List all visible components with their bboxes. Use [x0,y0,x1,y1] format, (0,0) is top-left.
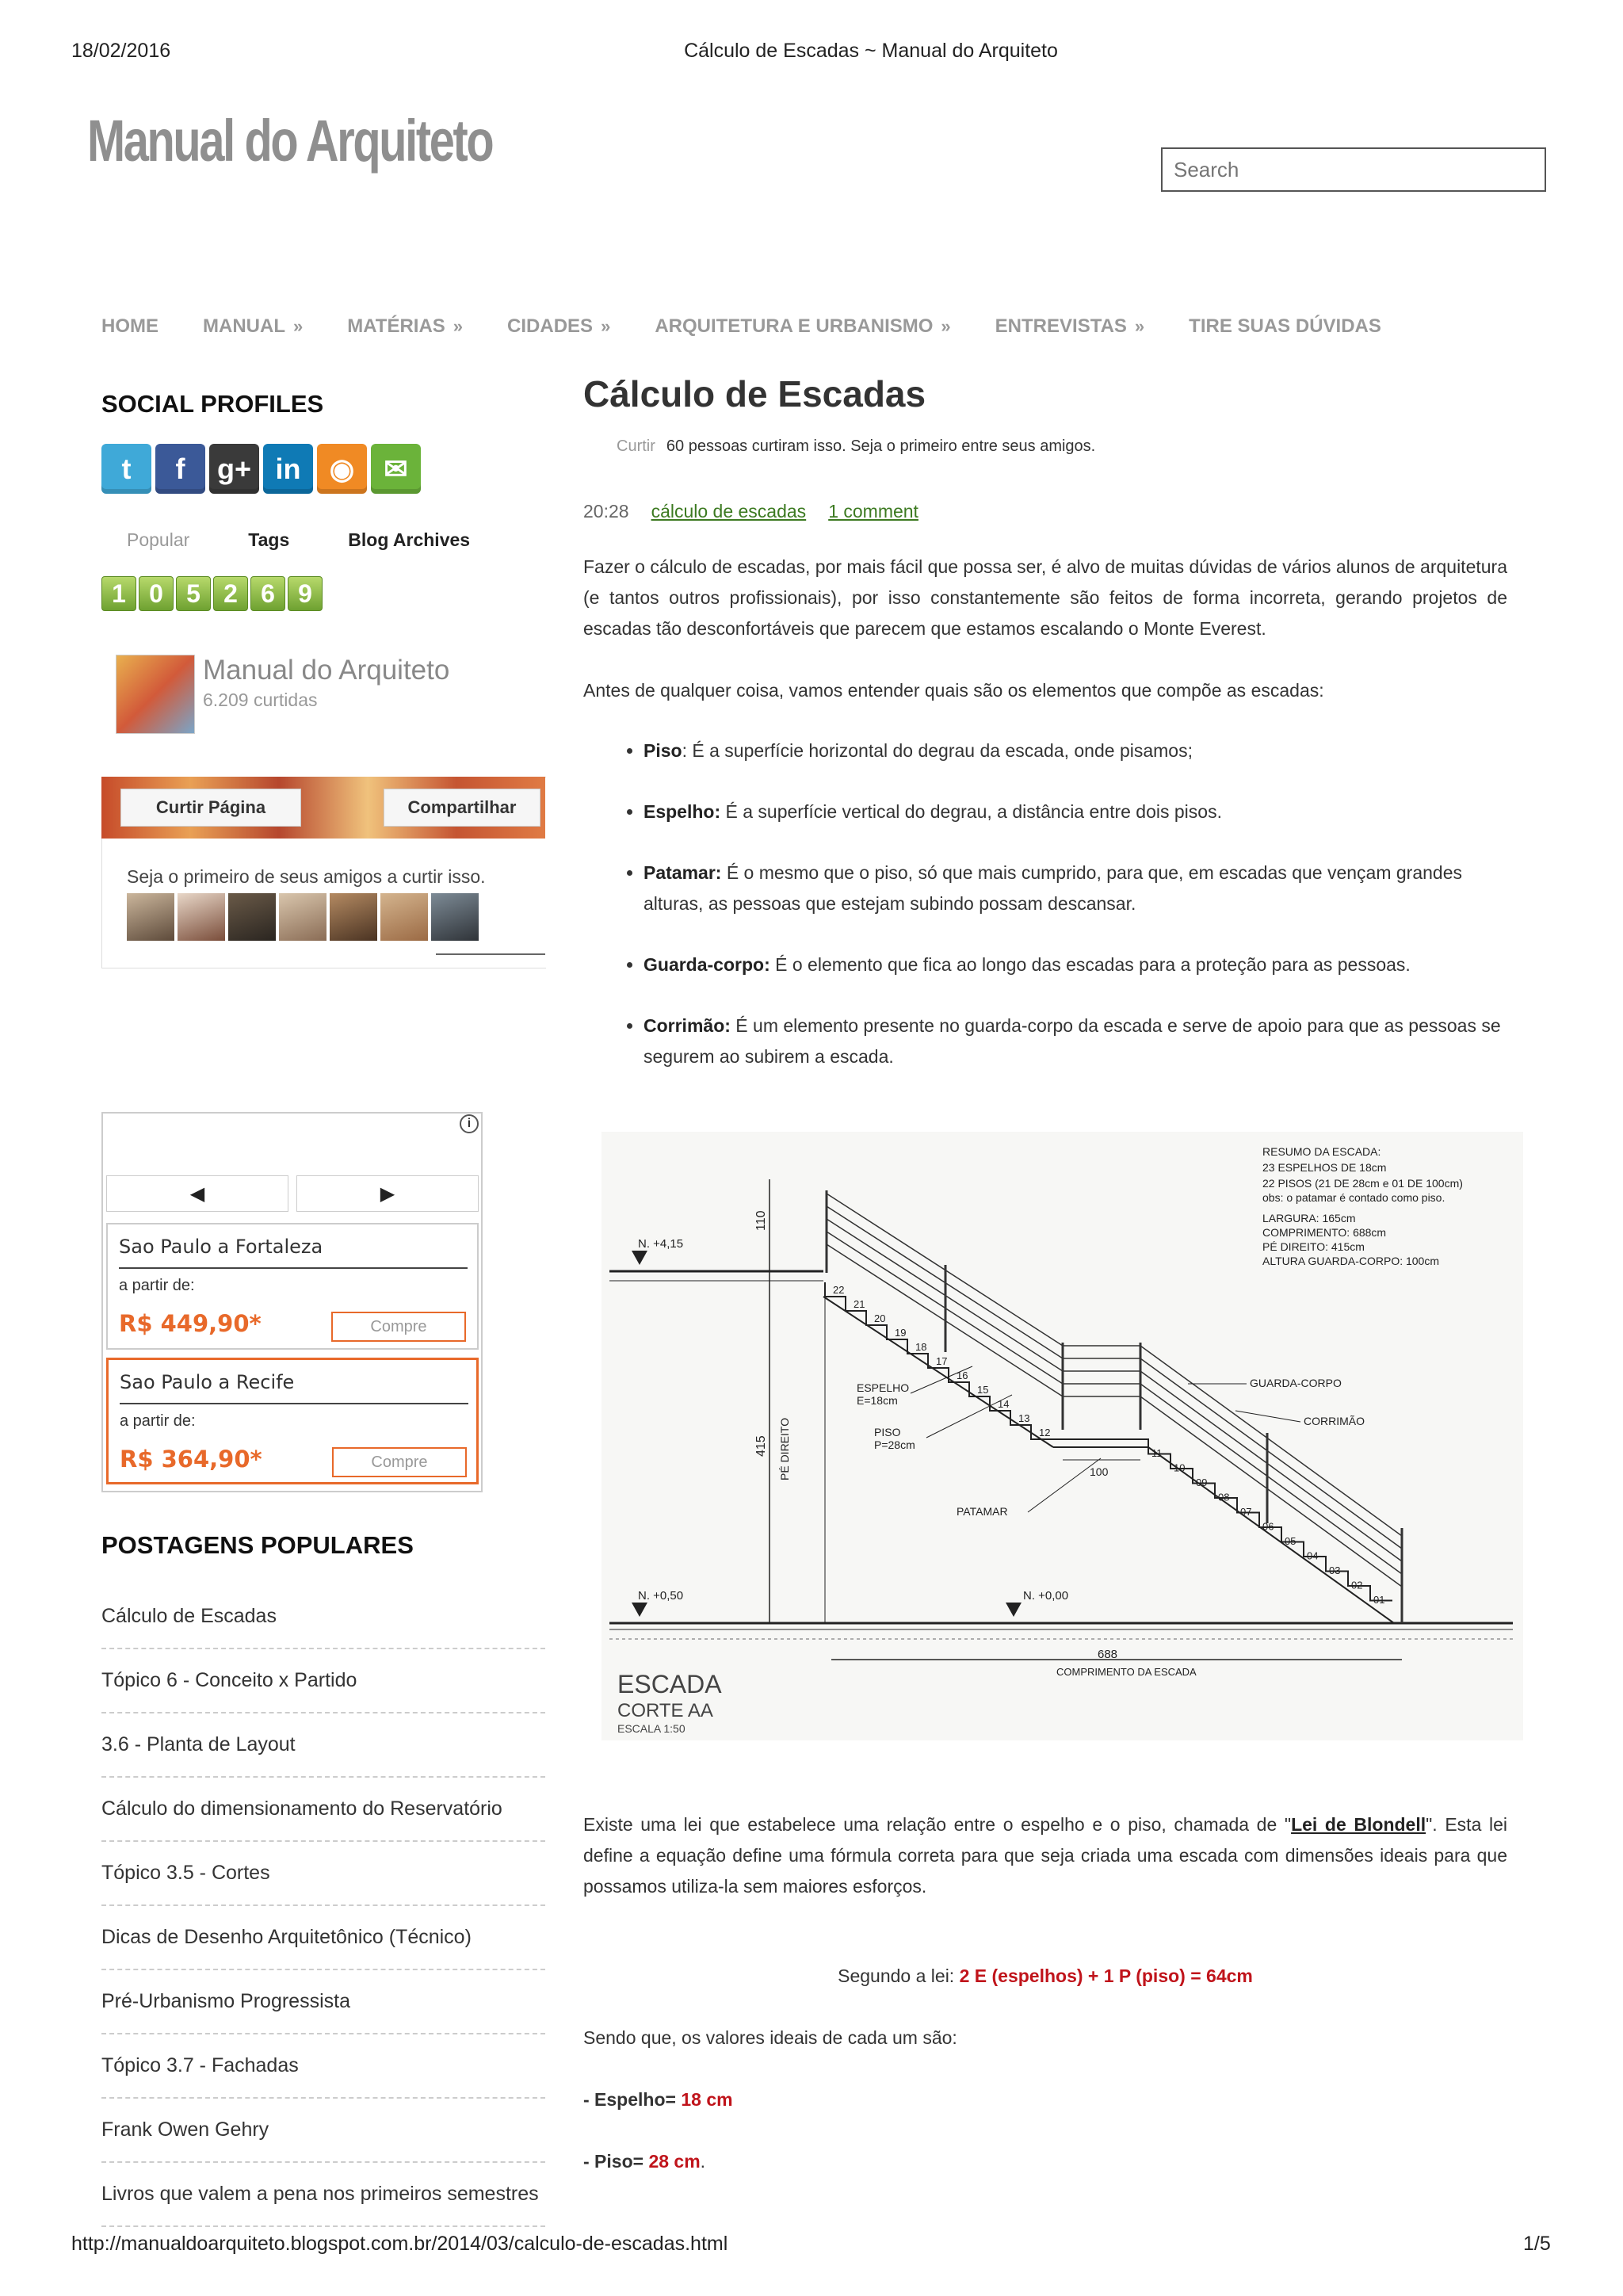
chevron-right-icon: » [1134,316,1145,336]
blondell-before: Existe uma lei que estabelece uma relação entre o espelho e o piso, chamada de " [583,1814,1292,1835]
nav-item-entrevistas[interactable] [995,315,1145,338]
step-number: 11 [1151,1447,1163,1459]
nav-item-label: MANUAL [203,315,285,337]
step-number: 18 [915,1341,927,1353]
divider [119,1267,468,1269]
espelho-ideal [583,2089,733,2111]
element-description: É a superfície vertical do degrau, a distância entre dois pisos. [725,801,1222,822]
element-term: Piso [643,740,682,761]
elements-intro: Antes de qualquer coisa, vamos entender quais são os elementos que compõe as escadas: [583,680,1324,701]
piso-ideal-label: - Piso= [583,2151,649,2172]
share-button[interactable]: Compartilhar [384,789,540,827]
element-term: Espelho: [643,801,721,822]
popular-post-link[interactable]: Dicas de Desenho Arquitetônico (Técnico) [101,1906,545,1970]
print-date: 18/02/2016 [71,40,171,62]
print-url: http://manualdoarquiteto.blogspot.com.br/2014/03/calculo-de-escadas.html [71,2233,728,2255]
espelho-label: ESPELHO [857,1381,910,1394]
intro-paragraph: Fazer o cálculo de escadas, por mais fácil que possa ser, é alvo de muitas dúvidas de vários alunos de arquitetura (e tantos outros profissionais), por isso constantemente são feitos de forma incorreta, gerando projetos de escadas tão desconfortáveis que parecem que estamos escalando o Monte Everest. [583,556,1507,639]
step-number: 04 [1307,1549,1319,1562]
tab-blog-archives[interactable]: Blog Archives [348,529,471,550]
search-input[interactable] [1161,147,1546,192]
rss-icon[interactable]: ◉ [317,444,367,494]
piso-ideal-value: 28 cm [648,2151,701,2172]
counter-digit: 6 [250,576,285,611]
step-number: 10 [1174,1461,1186,1474]
summary-line: ALTURA GUARDA-CORPO: 100cm [1262,1255,1440,1267]
friend-avatar[interactable] [228,893,276,941]
popular-post-link[interactable]: Tópico 3.5 - Cortes [101,1842,545,1906]
counter-digit: 5 [176,576,211,611]
blondell-law [583,1966,1507,1987]
patamar-label: PATAMAR [957,1505,1008,1518]
popular-post-link[interactable]: Livros que valem a pena nos primeiros semestres [101,2163,545,2227]
post-time: 20:28 [583,501,629,521]
stair-element-item [643,949,1515,980]
popular-post-link[interactable]: Pré-Urbanismo Progressista [101,1970,545,2034]
blondell-after: ". Esta lei define a equação define uma fórmula correta para que seja criada uma escada com dimensões ideais para que possamos utiliza-la sem maiores esforços. [583,1814,1508,1897]
facebook-friend-faces [127,893,479,941]
stair-element-item [643,797,1515,827]
like-page-button[interactable]: Curtir Página [120,789,301,827]
nav-item-manual[interactable] [203,315,303,338]
law-formula: 2 E (espelhos) + 1 P (piso) = 64cm [959,1966,1253,1986]
stair-elements-list [610,735,1515,1102]
chevron-right-icon: » [292,316,304,336]
ad-info-icon[interactable]: i [460,1114,479,1133]
step-number: 02 [1351,1579,1363,1591]
popular-post-link[interactable]: Cálculo do dimensionamento do Reservatório [101,1778,545,1842]
element-description: É o mesmo que o piso, só que mais cumprido, para que, em escadas que vençam grandes alturas, as pessoas que estejam subindo possam descansar. [643,862,1463,914]
facebook-page-thumbnail[interactable] [116,655,195,734]
step-number: 13 [1018,1412,1030,1424]
drawing-scale: ESCALA 1:50 [617,1722,685,1735]
tab-tags[interactable]: Tags [248,529,290,550]
step-number: 20 [874,1312,886,1324]
comments-link[interactable]: 1 comment [828,501,918,521]
facebook-friends-text: Seja o primeiro de seus amigos a curtir isso. [127,866,486,887]
level-top: N. +4,15 [638,1237,684,1251]
summary-line: LARGURA: 165cm [1262,1212,1356,1224]
twitter-icon[interactable]: t [101,444,151,494]
friend-avatar[interactable] [178,893,225,941]
ideal-values-text: Sendo que, os valores ideais de cada um são: [583,2027,957,2048]
piso-ideal-end: . [700,2151,706,2172]
step-number: 08 [1218,1491,1230,1503]
popular-post-link[interactable]: Frank Owen Gehry [101,2099,545,2163]
drawing-title: ESCADA [617,1670,722,1698]
ad-offer-card[interactable] [106,1223,479,1350]
linkedin-icon[interactable]: in [263,444,313,494]
ad-prev-button[interactable]: ◀ [106,1175,288,1212]
step-number: 01 [1373,1594,1385,1606]
summary-line: PÉ DIREITO: 415cm [1262,1240,1365,1253]
counter-digit: 2 [213,576,248,611]
law-prefix: Segundo a lei: [838,1966,960,1986]
nav-item-label: ENTREVISTAS [995,315,1127,337]
step-number: 17 [936,1355,948,1367]
step-number: 07 [1240,1506,1252,1518]
element-description: É a superfície horizontal do degrau da escada, onde pisamos; [692,740,1193,761]
guarda-corpo-label: GUARDA-CORPO [1250,1377,1342,1389]
nav-item-home[interactable] [101,315,158,338]
stair-element-item [643,858,1515,919]
dim-688: 688 [1098,1648,1118,1661]
popular-post-link[interactable]: Tópico 3.7 - Fachadas [101,2034,545,2099]
step-number: 19 [895,1327,907,1339]
espelho-value: E=18cm [857,1394,898,1407]
buy-button[interactable]: Compre [331,1312,466,1342]
divider [436,953,545,955]
step-number: 03 [1329,1564,1341,1576]
popular-posts-title: POSTAGENS POPULARES [101,1531,414,1559]
friend-avatar[interactable] [431,893,479,941]
visitor-counter [101,576,323,611]
ad-next-button[interactable]: ▶ [296,1175,479,1212]
social-profiles-title: SOCIAL PROFILES [101,390,324,418]
email-icon[interactable]: ✉ [371,444,421,494]
offer-route: Sao Paulo a Recife [120,1371,295,1393]
social-icons [101,444,421,494]
step-number: 12 [1039,1427,1051,1438]
corrimao-label: CORRIMÃO [1304,1415,1365,1427]
step-number: 15 [977,1384,989,1396]
nav-item-label: MATÉRIAS [347,315,445,337]
step-number: 09 [1196,1477,1208,1488]
piso-label: PISO [874,1426,901,1438]
dim-415: 415 [754,1435,768,1457]
stair-section-drawing [601,1132,1523,1740]
nav-item-arquitetura-e-urbanismo[interactable] [655,315,950,338]
element-description: É um elemento presente no guarda-corpo da escada e serve de apoio para que as pessoas se segurem ao subirem a escada. [643,1015,1501,1067]
comprimento-label: COMPRIMENTO DA ESCADA [1056,1666,1197,1678]
friend-avatar[interactable] [127,893,174,941]
main-nav [101,315,1426,338]
offer-route: Sao Paulo a Fortaleza [119,1236,323,1258]
step-number: 05 [1285,1535,1296,1547]
divider [120,1403,468,1404]
blondell-link[interactable]: Lei de Blondell [1291,1814,1426,1835]
nav-item-label: ARQUITETURA E URBANISMO [655,315,934,337]
level-mid: N. +0,50 [638,1589,684,1603]
nav-item-label: CIDADES [507,315,594,337]
element-term: Guarda-corpo: [643,954,770,975]
pe-direito-label: PÉ DIREITO [778,1417,791,1480]
piso-ideal [583,2151,705,2172]
sidebar-tabs [127,529,529,551]
element-description: É o elemento que fica ao longo das escadas para a proteção para as pessoas. [775,954,1411,975]
offer-from-label: a partir de: [119,1277,195,1294]
dim-110: 110 [754,1210,768,1231]
buy-button[interactable]: Compre [332,1447,467,1477]
espelho-ideal-value: 18 cm [681,2089,733,2110]
step-number: 21 [854,1298,865,1310]
step-number: 22 [833,1284,845,1296]
espelho-ideal-label: - Espelho= [583,2089,682,2110]
dim-100: 100 [1090,1465,1109,1478]
offer-price: R$ 449,90* [119,1310,262,1337]
facebook-page-name[interactable]: Manual do Arquiteto [203,655,450,686]
nav-item-tire-suas-d-vidas[interactable] [1189,315,1381,338]
like-button[interactable]: Curtir [617,437,655,455]
popular-posts-list [101,1585,545,2227]
like-count-text: 60 pessoas curtiram isso. Seja o primeiro entre seus amigos. [666,437,1096,455]
google-plus-icon[interactable]: g+ [209,444,259,494]
element-term: Corrimão: [643,1015,731,1036]
blondell-paragraph [583,1809,1507,1902]
friend-avatar[interactable] [279,893,327,941]
offer-price: R$ 364,90* [120,1446,262,1473]
print-title: Cálculo de Escadas ~ Manual do Arquiteto [684,40,1058,62]
counter-digit: 0 [139,576,174,611]
post-title: Cálculo de Escadas [583,373,926,415]
friend-avatar[interactable] [330,893,377,941]
ad-offer-card[interactable] [106,1358,479,1484]
counter-digit: 1 [101,576,136,611]
stair-element-item [643,1010,1515,1072]
chevron-right-icon: » [941,316,951,336]
nav-item-label: HOME [101,315,158,337]
drawing-subtitle: CORTE AA [617,1700,713,1721]
step-number: 06 [1262,1520,1274,1533]
popular-post-link[interactable]: Tópico 6 - Conceito x Partido [101,1649,545,1713]
summary-line: obs: o patamar é contado como piso. [1262,1191,1445,1204]
step-number: 16 [957,1370,968,1381]
offer-from-label: a partir de: [120,1412,196,1430]
popular-post-link[interactable]: 3.6 - Planta de Layout [101,1713,545,1778]
popular-post-link[interactable]: Cálculo de Escadas [101,1585,545,1649]
like-row [617,437,1095,456]
summary-line: COMPRIMENTO: 688cm [1262,1226,1387,1239]
summary-line: 22 PISOS (21 DE 28cm e 01 DE 100cm) [1262,1177,1463,1190]
chevron-right-icon: » [453,316,464,336]
element-term: Patamar: [643,862,722,883]
summary-line: RESUMO DA ESCADA: [1262,1145,1381,1158]
nav-item-mat-rias[interactable] [347,315,463,338]
post-label-link[interactable]: cálculo de escadas [651,501,807,521]
level-base: N. +0,00 [1023,1589,1069,1603]
step-number: 14 [998,1398,1010,1410]
print-page-number: 1/5 [1523,2233,1551,2255]
tab-popular[interactable]: Popular [127,529,190,550]
chevron-right-icon: » [601,316,611,336]
piso-value: P=28cm [874,1438,915,1451]
friend-avatar[interactable] [380,893,428,941]
site-title[interactable]: Manual do Arquiteto [87,108,493,174]
element-separator: : [682,740,693,761]
post-meta [583,501,918,522]
counter-digit: 9 [288,576,323,611]
stair-element-item [643,735,1515,766]
nav-item-cidades[interactable] [507,315,610,338]
nav-item-label: TIRE SUAS DÚVIDAS [1189,315,1381,337]
facebook-page-likes: 6.209 curtidas [203,690,318,710]
summary-line: 23 ESPELHOS DE 18cm [1262,1161,1387,1174]
facebook-icon[interactable]: f [155,444,205,494]
